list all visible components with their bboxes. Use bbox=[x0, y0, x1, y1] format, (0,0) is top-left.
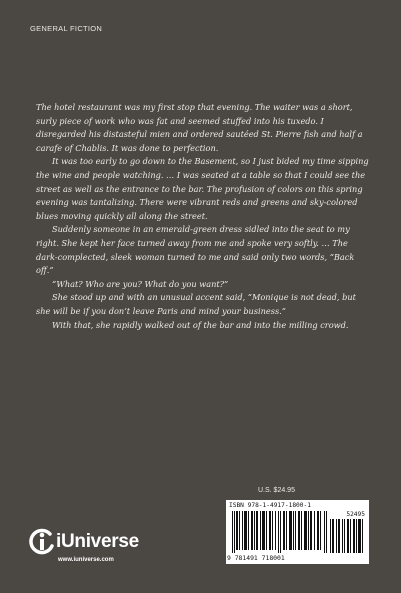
isbn-text: ISBN 978-1-4917-1800-1 bbox=[229, 502, 311, 509]
price-label: U.S. $24.95 bbox=[258, 487, 295, 494]
blurb-paragraph: Suddenly someone in an emerald-green dress sidled into the seat to my right. She kept her face turned away from me and spoke very softly. … The dark-complected, sleek woman turned to me and said only two words, “Back off.” bbox=[36, 224, 355, 276]
back-cover-blurb bbox=[36, 101, 371, 332]
ean-number: 9 781491 718001 bbox=[227, 554, 285, 562]
blurb-paragraph: With that, she rapidly walked out of the bar and into the milling crowd. bbox=[52, 319, 349, 330]
publisher-logo bbox=[28, 528, 188, 576]
publisher-url: www.iuniverse.com bbox=[58, 557, 114, 563]
price-code: 52495 bbox=[346, 511, 365, 518]
publisher-name: iUniverse bbox=[56, 531, 139, 552]
blurb-paragraph: She stood up and with an unusual accent said, “Monique is not dead, but she will be if you don’t leave Paris and mind your business.” bbox=[36, 292, 356, 316]
iuniverse-logo-icon bbox=[28, 528, 56, 556]
barcode-addon-bars bbox=[330, 519, 364, 553]
barcode-main-bars bbox=[232, 511, 328, 553]
barcode bbox=[226, 500, 369, 564]
blurb-paragraph: It was too early to go down to the Basement, so I just bided my time sipping the wine and people watching. … I was seated at a table so that I could see the street as well as the entrance to the bar. The profusion of colors on this spring evening was tantalizing. There were vibrant reds and greens and sky-colored blues moving quickly all along the street. bbox=[36, 156, 369, 221]
blurb-paragraph: “What? Who are you? What do you want?” bbox=[52, 278, 229, 289]
blurb-paragraph: The hotel restaurant was my first stop that evening. The waiter was a short, surly piece of work who was fat and seemed stuffed into his tuxedo. I disregarded his distasteful mien and ordered sautéed St. Pierre fish and half a carafe of Chablis. It was done to perfection. bbox=[36, 102, 363, 153]
genre-label: GENERAL FICTION bbox=[30, 24, 103, 33]
